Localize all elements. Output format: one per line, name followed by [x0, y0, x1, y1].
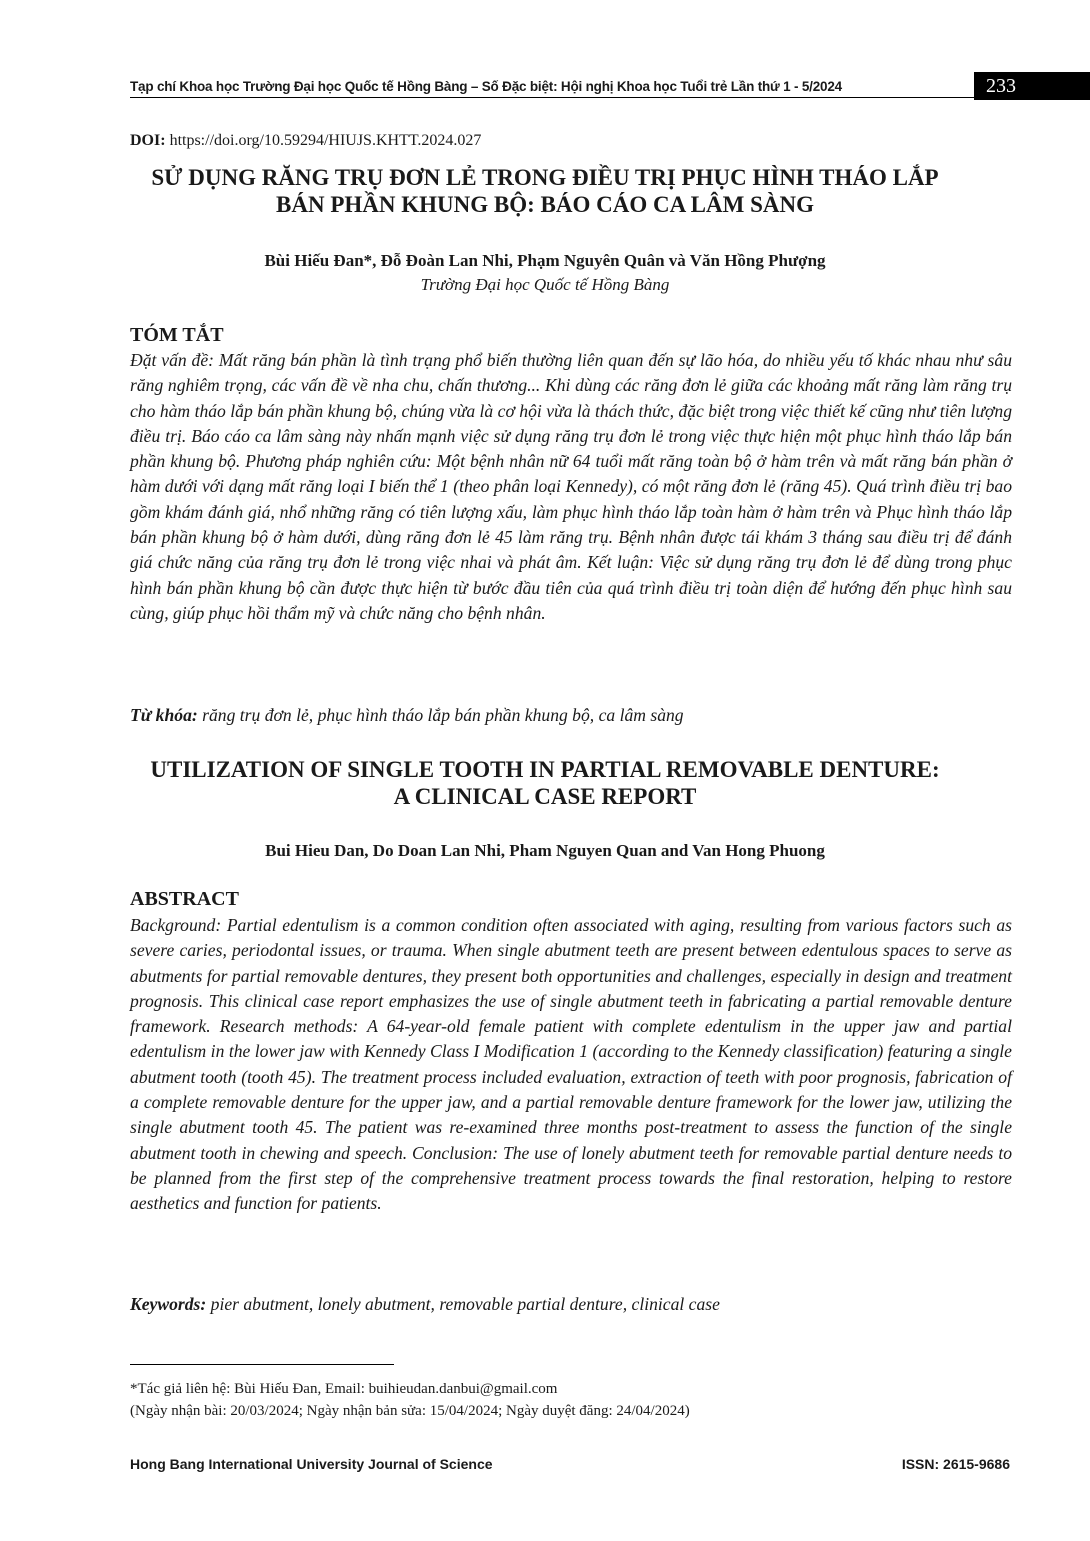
footer-journal: Hong Bang International University Journal of Science	[130, 1456, 493, 1472]
vi-title	[90, 164, 1000, 218]
en-keywords	[130, 1294, 1012, 1315]
page-number: 233	[974, 72, 1090, 100]
en-authors: Bui Hieu Dan, Do Doan Lan Nhi, Pham Nguyen Quan and Van Hong Phuong	[265, 841, 825, 860]
en-title-line2: A CLINICAL CASE REPORT	[393, 784, 697, 809]
doi-link[interactable]: https://doi.org/10.59294/HIUJS.KHTT.2024.027	[169, 132, 482, 149]
en-title	[90, 756, 1000, 810]
en-keywords-text: pier abutment, lonely abutment, removable partial denture, clinical case	[210, 1294, 720, 1314]
vi-abstract-text: Đặt vấn đề: Mất răng bán phần là tình trạng phổ biến thường liên quan đến sự lão hóa, do nhiều yếu tố khác nhau như sâu răng nghiêm trọng, các vấn đề về nha chu, chấn thương... Khi dùng các răng đơn lẻ giữa các khoảng mất răng làm răng trụ cho hàm tháo lắp bán phần khung bộ, chúng vừa là cơ hội vừa là thách thức, đặc biệt trong việc thiết kế cũng như tiên lượng điều trị. Báo cáo ca lâm sàng này nhấn mạnh việc sử dụng răng trụ đơn lẻ trong việc thực hiện một phục hình tháo lắp bán phần khung bộ. Phương pháp nghiên cứu: Một bệnh nhân nữ 64 tuổi mất răng toàn bộ ở hàm trên và mất răng bán phần ở hàm dưới với dạng mất răng loại I biến thể 1 (theo phân loại Kennedy), có một răng đơn lẻ (răng 45). Quá trình điều trị bao gồm khám đánh giá, nhổ những răng có tiên lượng xấu, làm phục hình tháo lắp toàn hàm ở hàm trên và Phục hình tháo lắp bán phần khung bộ ở hàm dưới, dùng răng đơn lẻ 45 làm răng trụ. Bệnh nhân được tái khám 3 tháng sau điều trị để đánh giá chức năng của răng trụ đơn lẻ trong việc nhai và phát âm. Kết luận: Việc sử dụng răng trụ đơn lẻ để dùng trong phục hình bán phần khung bộ cần được thực hiện từ bước đầu tiên của quá trình điều trị toàn diện để hướng đến phục hình sau cùng, giúp phục hồi thẩm mỹ và chức năng cho bệnh nhân.	[130, 350, 1012, 623]
vi-affiliation: Trường Đại học Quốc tế Hồng Bàng	[420, 275, 670, 294]
vi-keywords	[130, 705, 1012, 726]
vi-keywords-label: Từ khóa:	[130, 705, 198, 725]
en-keywords-label: Keywords:	[130, 1294, 207, 1314]
footnote-dates: (Ngày nhận bài: 20/03/2024; Ngày nhận bản sửa: 15/04/2024; Ngày duyệt đăng: 24/04/2024)	[130, 1403, 690, 1419]
vi-title-line2: BÁN PHẦN KHUNG BỘ: BÁO CÁO CA LÂM SÀNG	[276, 192, 814, 217]
header-rule	[130, 97, 974, 98]
running-header: Tạp chí Khoa học Trường Đại học Quốc tế Hồng Bàng – Số Đặc biệt: Hội nghị Khoa học Tuổi trẻ Lần thứ 1 - 5/2024	[130, 79, 842, 94]
en-title-line1: UTILIZATION OF SINGLE TOOTH IN PARTIAL REMOVABLE DENTURE:	[150, 757, 940, 782]
doi-line	[130, 132, 481, 150]
vi-title-line1: SỬ DỤNG RĂNG TRỤ ĐƠN LẺ TRONG ĐIỀU TRỊ PHỤC HÌNH THÁO LẮP	[151, 165, 939, 190]
en-abstract-heading: ABSTRACT	[130, 888, 239, 910]
footnote-corresponding: *Tác giả liên hệ: Bùi Hiếu Đan, Email: buihieudan.danbui@gmail.com	[130, 1381, 558, 1397]
vi-authors: Bùi Hiếu Đan*, Đỗ Đoàn Lan Nhi, Phạm Nguyên Quân và Văn Hồng Phượng	[264, 251, 826, 270]
vi-keywords-text: răng trụ đơn lẻ, phục hình tháo lắp bán phần khung bộ, ca lâm sàng	[202, 705, 684, 725]
en-abstract-text: Background: Partial edentulism is a common condition often associated with aging, resulting from various factors such as severe caries, periodontal issues, or trauma. When single abutment teeth are present between edentulous spaces to serve as abutments for partial removable dentures, they present both opportunities and challenges, especially in design and treatment prognosis. This clinical case report emphasizes the use of single abutment teeth in fabricating a partial removable denture framework. Research methods: A 64-year-old female patient with complete edentulism in the upper jaw and partial edentulism in the lower jaw with Kennedy Class I Modification 1 (according to the Kennedy classification) featuring a single abutment tooth (tooth 45). The treatment process included evaluation, extraction of teeth with poor prognosis, fabrication of a complete removable denture for the upper jaw, and a partial removable denture framework for the lower jaw, utilizing the single abutment tooth 45. The patient was re-examined three months post-treatment to assess the function of the single abutment tooth in chewing and speech. Conclusion: The use of lonely abutment teeth for removable partial denture needs to be planned from the first step of the comprehensive treatment process towards the final restoration, helping to restore aesthetics and function for patients.	[130, 915, 1012, 1214]
doi-label: DOI:	[130, 132, 166, 149]
footer-issn: ISSN: 2615-9686	[901, 1456, 1010, 1472]
footnote-rule	[130, 1364, 394, 1365]
vi-abstract-heading: TÓM TẮT	[130, 324, 224, 346]
